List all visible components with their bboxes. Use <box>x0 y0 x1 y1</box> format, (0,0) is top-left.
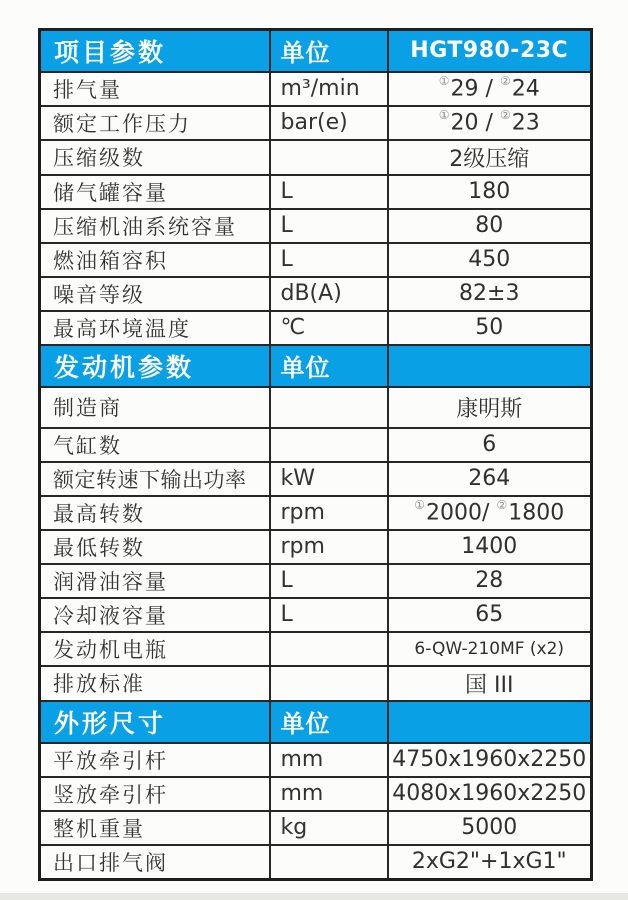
spec-value-cell: 2xG2"+1xG1" <box>388 845 592 880</box>
section-header-row <box>40 345 592 387</box>
spec-value-cell: 6-QW-210MF (x2) <box>388 632 592 666</box>
unit-column-header: 单位 <box>270 30 388 72</box>
spec-unit-cell: L <box>270 564 388 598</box>
spec-row <box>40 666 592 701</box>
footnote-mark: ② <box>499 107 511 122</box>
spec-unit-cell <box>270 666 388 701</box>
spec-label-cell: 额定工作压力 <box>40 106 270 140</box>
spec-value-cell: 国 III <box>388 666 592 701</box>
spec-value-cell: 2级压缩 <box>388 140 592 175</box>
spec-label-cell: 额定转速下输出功率 <box>40 462 270 496</box>
spec-label-cell: 最高环境温度 <box>40 311 270 345</box>
spec-unit-cell: rpm <box>270 496 388 530</box>
footnote-mark: ② <box>499 73 511 88</box>
spec-row <box>40 777 592 811</box>
spec-unit-cell <box>270 140 388 175</box>
spec-row <box>40 209 592 243</box>
spec-unit-cell: m³/min <box>270 72 388 106</box>
spec-row <box>40 598 592 632</box>
model-column-header: HGT980-23C <box>388 30 592 72</box>
spec-unit-cell <box>270 632 388 666</box>
spec-row <box>40 106 592 140</box>
spec-unit-cell: mm <box>270 743 388 777</box>
spec-label-cell: 平放牵引杆 <box>40 743 270 777</box>
spec-label-cell: 排气量 <box>40 72 270 106</box>
spec-unit-cell: ℃ <box>270 311 388 345</box>
spec-value-cell: 5000 <box>388 811 592 845</box>
spec-row <box>40 845 592 880</box>
spec-label-cell: 气缸数 <box>40 428 270 462</box>
section-title: 外形尺寸 <box>40 701 270 743</box>
spec-table <box>38 28 593 881</box>
spec-value-cell: 264 <box>388 462 592 496</box>
spec-row <box>40 743 592 777</box>
spec-row <box>40 811 592 845</box>
spec-label-cell: 燃油箱容积 <box>40 243 270 277</box>
spec-label-cell: 润滑油容量 <box>40 564 270 598</box>
spec-value-cell: 450 <box>388 243 592 277</box>
spec-unit-cell: kW <box>270 462 388 496</box>
spec-row <box>40 243 592 277</box>
unit-column-header: 单位 <box>270 701 388 743</box>
spec-row <box>40 387 592 428</box>
unit-column-header: 单位 <box>270 345 388 387</box>
spec-row <box>40 564 592 598</box>
model-column-header <box>388 345 592 387</box>
spec-label-cell: 最高转数 <box>40 496 270 530</box>
spec-value-cell: 50 <box>388 311 592 345</box>
spec-unit-cell <box>270 845 388 880</box>
spec-unit-cell: mm <box>270 777 388 811</box>
spec-value-cell: ①29 / ②24 <box>388 72 592 106</box>
spec-value-cell: 1400 <box>388 530 592 564</box>
spec-label-cell: 出口排气阀 <box>40 845 270 880</box>
section-title: 项目参数 <box>40 30 270 72</box>
spec-unit-cell: dB(A) <box>270 277 388 311</box>
footnote-mark: ① <box>414 497 426 512</box>
page-bottom-strip <box>0 893 628 900</box>
spec-unit-cell: L <box>270 598 388 632</box>
spec-value-cell: 康明斯 <box>388 387 592 428</box>
spec-row <box>40 496 592 530</box>
spec-row <box>40 462 592 496</box>
spec-value-cell: 180 <box>388 175 592 209</box>
section-title: 发动机参数 <box>40 345 270 387</box>
spec-unit-cell: bar(e) <box>270 106 388 140</box>
spec-row <box>40 140 592 175</box>
spec-unit-cell <box>270 428 388 462</box>
spec-unit-cell: L <box>270 243 388 277</box>
spec-value-cell: 4080x1960x2250 <box>388 777 592 811</box>
spec-unit-cell: L <box>270 175 388 209</box>
spec-unit-cell: L <box>270 209 388 243</box>
section-header-row <box>40 701 592 743</box>
spec-label-cell: 最低转数 <box>40 530 270 564</box>
spec-label-cell: 排放标准 <box>40 666 270 701</box>
spec-label-cell: 制造商 <box>40 387 270 428</box>
spec-row <box>40 175 592 209</box>
spec-label-cell: 压缩级数 <box>40 140 270 175</box>
spec-row <box>40 428 592 462</box>
footnote-mark: ① <box>438 73 450 88</box>
spec-label-cell: 冷却液容量 <box>40 598 270 632</box>
spec-label-cell: 压缩机油系统容量 <box>40 209 270 243</box>
spec-value-cell: ①2000/ ②1800 <box>388 496 592 530</box>
spec-label-cell: 整机重量 <box>40 811 270 845</box>
spec-row <box>40 311 592 345</box>
footnote-mark: ① <box>438 107 450 122</box>
section-header-row <box>40 30 592 72</box>
spec-value-cell: 28 <box>388 564 592 598</box>
spec-unit-cell <box>270 387 388 428</box>
spec-label-cell: 噪音等级 <box>40 277 270 311</box>
spec-table-body <box>40 30 592 880</box>
spec-label-cell: 储气罐容量 <box>40 175 270 209</box>
footnote-mark: ② <box>496 497 508 512</box>
spec-label-cell: 发动机电瓶 <box>40 632 270 666</box>
spec-value-cell: 82±3 <box>388 277 592 311</box>
spec-label-cell: 竖放牵引杆 <box>40 777 270 811</box>
spec-unit-cell: rpm <box>270 530 388 564</box>
spec-value-cell: 80 <box>388 209 592 243</box>
spec-value-cell: 65 <box>388 598 592 632</box>
spec-unit-cell: kg <box>270 811 388 845</box>
spec-value-cell: 4750x1960x2250 <box>388 743 592 777</box>
spec-row <box>40 277 592 311</box>
spec-row <box>40 632 592 666</box>
spec-value-cell: ①20 / ②23 <box>388 106 592 140</box>
spec-row <box>40 530 592 564</box>
model-column-header <box>388 701 592 743</box>
spec-value-cell: 6 <box>388 428 592 462</box>
spec-row <box>40 72 592 106</box>
